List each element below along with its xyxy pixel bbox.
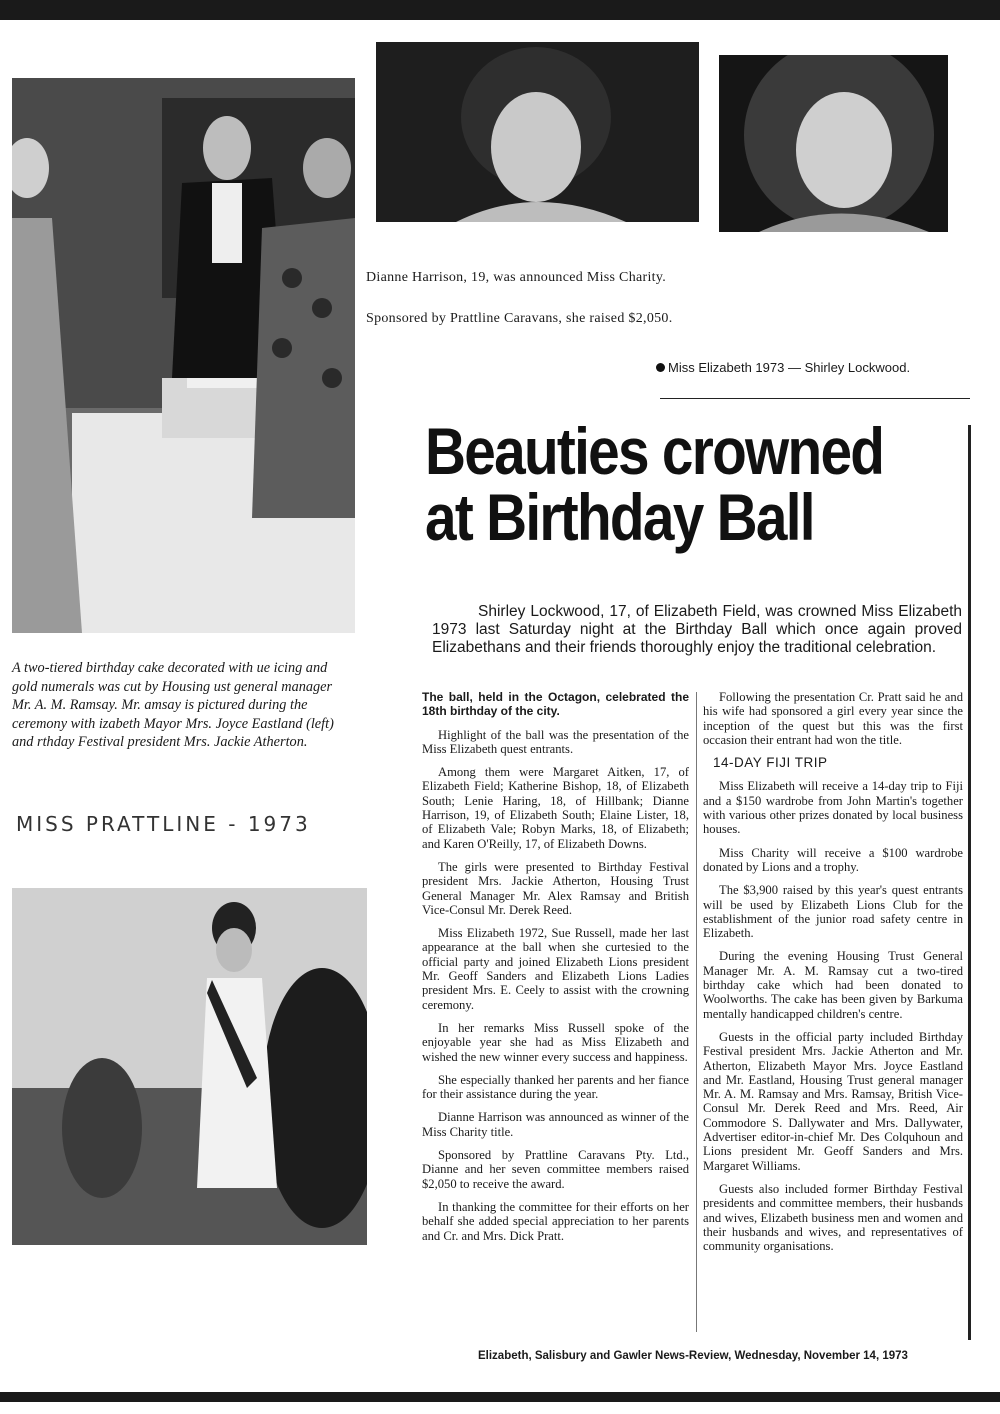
right-column-rule xyxy=(968,425,971,1340)
paragraph: Guests also included former Birthday Festival presidents and committee members, their husbands and wives, Elizabeth business men and women and their husbands and wives, and representatives of community organisations. xyxy=(703,1181,963,1254)
paragraph: Miss Elizabeth 1972, Sue Russell, made her last appearance at the ball when she curtesied to the official party and joined Elizabeth Lions president Mr. Geoff Sanders and Elizabeth Lions Ladies president Mrs. E. Ceely to assist with the crowning ceremony. xyxy=(422,926,689,1012)
cake-photo-caption: A two-tiered birthday cake decorated with ue icing and gold numerals was cut by Housing ust general manager Mr. A. M. Ramsay. Mr. amsay is pictured during the ceremony with izabeth Mayor Mrs. Joyce Eastland (left) and rthday Festival president Mrs. Jackie Atherton. xyxy=(12,660,334,750)
paragraph: Dianne Harrison was announced as winner of the Miss Charity title. xyxy=(422,1110,689,1139)
bottom-border-bar xyxy=(0,1392,1000,1402)
paragraph: During the evening Housing Trust General Manager Mr. A. M. Ramsay cut a two-tired birthday cake which had been donated to Woolworths. The cake has been given by Barkuma mentally handicapped children's centre. xyxy=(703,949,963,1021)
paragraph: The girls were presented to Birthday Festival president Mrs. Jackie Atherton, Housing Trust General Manager Mr. Alex Ramsay and British Vice-Consul Mr. Derek Reed. xyxy=(422,859,689,917)
miss-elizabeth-caption: Miss Elizabeth 1973 — Shirley Lockwood. xyxy=(668,360,911,375)
top-border-bar xyxy=(0,0,1000,20)
paragraph: She especially thanked her parents and her fiance for their assistance during the year. xyxy=(422,1072,689,1102)
paragraph: Miss Charity will receive a $100 wardrobe donated by Lions and a trophy. xyxy=(703,845,963,874)
publication-footer: Elizabeth, Salisbury and Gawler News-Review, Wednesday, November 14, 1973 xyxy=(478,1350,908,1362)
cake-cutting-photo xyxy=(12,78,355,633)
paragraph: Among them were Margaret Aitken, 17, of Elizabeth Field; Katherine Bishop, 18, of Elizabeth South; Lenie Haring, 18, of Hillbank; Dianne Harrison, 19, of Elizabeth South; Elaine Lister, 18, of Elizabeth Vale; Robyn Marks, 18, of Elizabeth; and Karen O'Reilly, 17, of Elizabeth Downs. xyxy=(422,765,689,851)
handwritten-note: MISS PRATTLINE - 1973 xyxy=(16,812,311,836)
subhead-fiji-trip: 14-DAY FIJI TRIP xyxy=(713,755,828,771)
bullet-icon xyxy=(656,363,665,372)
miss-prattline-photo xyxy=(12,888,367,1245)
paragraph: Guests in the official party included Birthday Festival president Mrs. Jackie Atherton and Mr. Atherton, Elizabeth Mayor Mrs. Joyce Eastland and Mr. Eastland, Housing Trust general manager Mr. A. M. Ramsay and Mrs. Ramsay, British Vice-Consul Mr. Derek Reed and Mrs. Reed, Air Commodore S. Dallywater and Mrs. Dallywater, Advertiser editor-in-chief Mr. Des Colquhoun and Lions president Mr. Geoff Sanders and Mrs. Margaret Williams. xyxy=(703,1029,963,1173)
paragraph: The ball, held in the Octagon, celebrated the 18th birthday of the city. xyxy=(422,690,689,719)
paragraph: Miss Elizabeth will receive a 14-day trip to Fiji and a $150 wardrobe from John Martin's together with various other prizes donated by local business houses. xyxy=(703,779,963,837)
article-column-1 xyxy=(422,690,689,1252)
paragraph: The $3,900 raised by this year's quest entrants will be used by Elizabeth Lions Club for the establishment of the junior road safety centre in Elizabeth. xyxy=(703,883,963,941)
headline-line-2: at Birthday Ball xyxy=(425,480,814,554)
article-headline xyxy=(425,414,894,554)
miss-charity-caption-line1: Dianne Harrison, 19, was announced Miss Charity. xyxy=(366,270,667,285)
paragraph: Highlight of the ball was the presentation of the Miss Elizabeth quest entrants. xyxy=(422,727,689,756)
caption-divider xyxy=(660,398,970,399)
dianne-harrison-photo xyxy=(376,42,699,222)
article-lede: Shirley Lockwood, 17, of Elizabeth Field, was crowned Miss Elizabeth 1973 last Saturday night at the Birthday Ball which once again proved Elizabethans and their friends thoroughly enjoy the traditional celebration. xyxy=(432,603,962,656)
article-column-2 xyxy=(703,690,963,1262)
miss-charity-caption-line2: Sponsored by Prattline Caravans, she raised $2,050. xyxy=(366,311,673,326)
paragraph: In thanking the committee for their efforts on her behalf she added special appreciation to her parents and Cr. and Mrs. Dick Pratt. xyxy=(422,1199,689,1243)
column-divider xyxy=(696,692,697,1332)
headline-line-1: Beauties crowned xyxy=(425,414,884,488)
paragraph: Following the presentation Cr. Pratt said he and his wife had sponsored a girl every year since the inception of the quest but this was the first occasion their entrant had won the title. xyxy=(703,690,963,747)
paragraph: Sponsored by Prattline Caravans Pty. Ltd., Dianne and her seven committee members raised $2,050 to receive the award. xyxy=(422,1148,689,1191)
paragraph: In her remarks Miss Russell spoke of the enjoyable year she had as Miss Elizabeth and wished the new winner every success and happiness. xyxy=(422,1020,689,1064)
shirley-lockwood-photo xyxy=(719,55,948,232)
